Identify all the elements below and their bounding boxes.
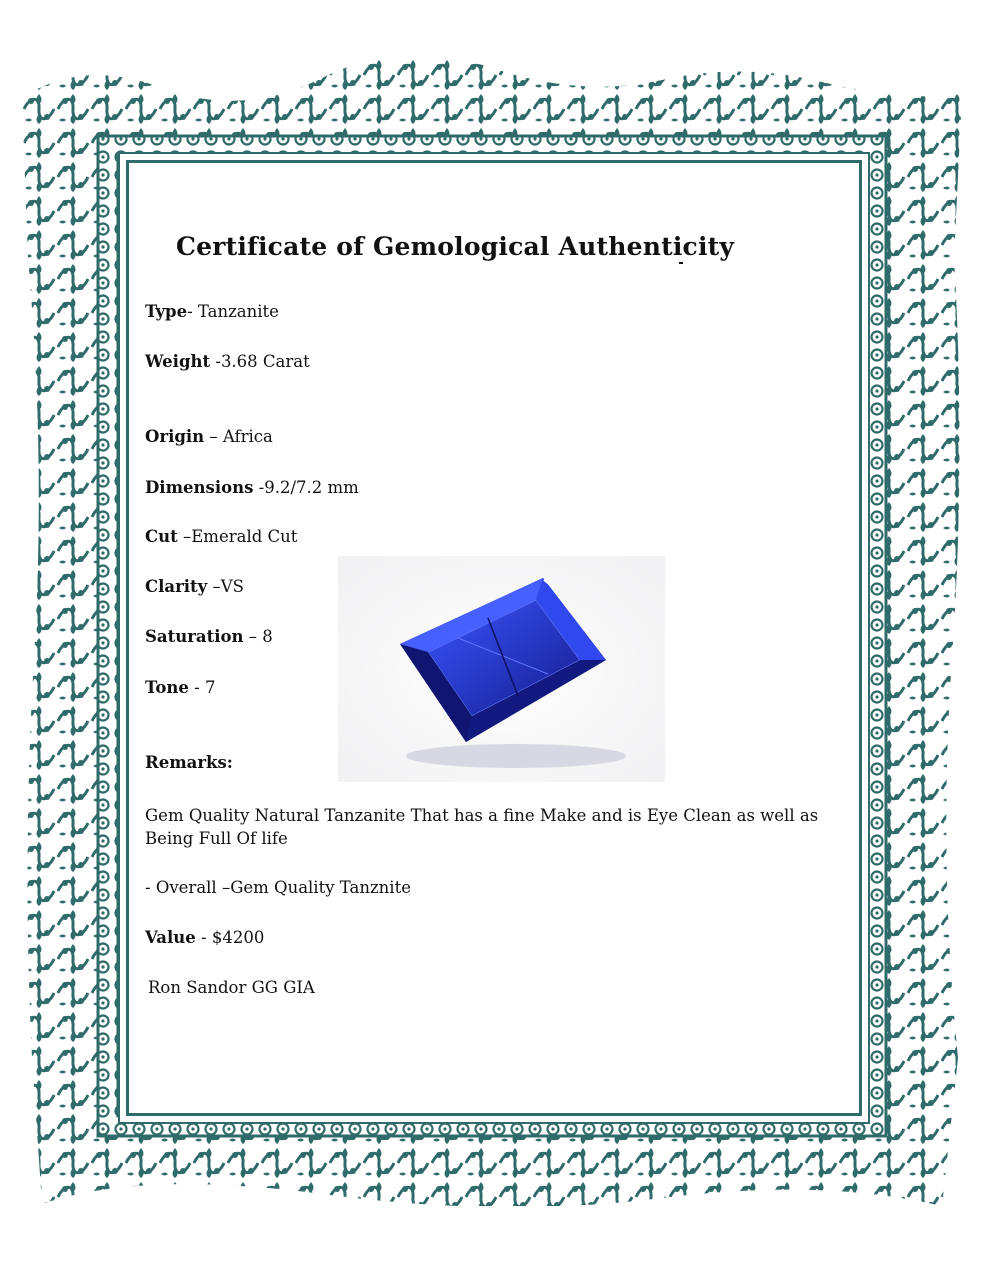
field-tone-sep: - (188, 678, 205, 697)
field-cut-label: Cut (145, 527, 178, 546)
remarks-heading (145, 753, 233, 772)
field-origin (145, 427, 273, 446)
field-weight-label: Weight (145, 352, 211, 371)
field-type-value: Tanzanite (197, 302, 279, 321)
field-saturation (145, 627, 273, 646)
remarks-text: Gem Quality Natural Tanzanite That has a fine Make and is Eye Clean as well as Being Full Of life (145, 806, 819, 848)
gemstone-photo (338, 556, 665, 782)
field-clarity-sep: – (207, 577, 221, 596)
field-cut-sep: – (177, 527, 192, 546)
field-clarity-value: VS (220, 577, 244, 596)
field-cut (145, 527, 297, 546)
field-value-sep: - (195, 928, 212, 947)
field-tone-label: Tone (145, 678, 189, 697)
field-weight (145, 352, 310, 371)
field-type-label: Type (145, 302, 188, 321)
appraiser-signature: Ron Sandor GG GIA (148, 978, 315, 997)
field-tone (145, 678, 215, 697)
overall-rating: - Overall –Gem Quality Tanznite (145, 878, 411, 897)
field-tone-value: 7 (204, 678, 216, 697)
field-clarity (145, 577, 244, 596)
field-origin-sep: – (204, 427, 223, 446)
field-dimensions-value: 9.2/7.2 mm (264, 478, 359, 497)
certificate-title: Certificate of Gemological Authenticity (176, 232, 735, 261)
field-dimensions-sep: - (253, 478, 265, 497)
field-saturation-sep: – (243, 627, 263, 646)
field-dimensions-label: Dimensions (145, 478, 254, 497)
emerald-cut-tanzanite-image (338, 556, 665, 782)
field-saturation-label: Saturation (145, 627, 244, 646)
field-value (145, 928, 264, 947)
field-origin-label: Origin (145, 427, 205, 446)
field-weight-value: 3.68 Carat (220, 352, 310, 371)
field-type (145, 302, 279, 321)
field-value-label: Value (145, 928, 196, 947)
field-clarity-label: Clarity (145, 577, 208, 596)
field-type-sep: - (187, 302, 198, 321)
field-value-amount: $4200 (211, 928, 265, 947)
field-dimensions (145, 478, 359, 497)
field-saturation-value: 8 (262, 627, 273, 646)
title-underline-mark (679, 262, 683, 264)
field-weight-sep: - (210, 352, 221, 371)
field-cut-value: Emerald Cut (191, 527, 298, 546)
remarks-label: Remarks: (145, 753, 233, 772)
field-origin-value: Africa (222, 427, 273, 446)
